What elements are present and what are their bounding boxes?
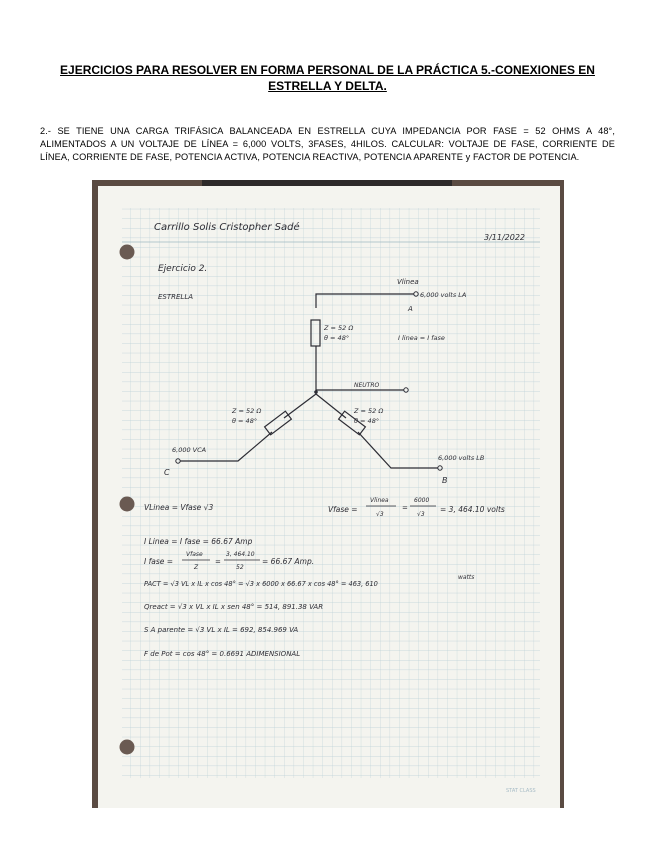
eq-fp: F de Pot = cos 48° = 0.6691 ADIMENSIONAL (144, 650, 301, 658)
eq-ifase-num1: Vfase (186, 551, 203, 558)
eq-pact: PACT = √3 VL x IL x cos 48° = √3 x 6000 x 66.67 x cos 48° = 463, 610 (144, 580, 378, 588)
eq-qreact: Qreact = √3 x VL x IL x sen 48° = 514, 891.38 VAR (144, 603, 324, 611)
notebook-brand: STAT CLASS (506, 788, 536, 794)
student-name: Carrillo Solis Cristopher Sadé (154, 222, 300, 233)
notebook-photo (92, 180, 564, 808)
star-node (314, 390, 318, 394)
neutral-label: NEUTRO (354, 382, 380, 389)
page-title (40, 62, 615, 94)
exercise-label: Ejercicio 2. (158, 264, 208, 274)
title-part-1: EJERCICIOS PARA RESOLVER EN FORMA PERSONAL DE LA PRÁCTICA 5. (60, 63, 491, 77)
notebook-page (92, 180, 564, 808)
voltage-c: 6,000 VCA (172, 446, 207, 454)
voltage-b: 6,000 volts LB (438, 454, 485, 462)
current-relation: I linea = I fase (398, 334, 445, 342)
eq-equals-2: = (215, 558, 221, 566)
eq-iline: I Linea = I fase = 66.67 Amp (144, 537, 253, 546)
angle-left: θ = 48° (232, 417, 258, 425)
eq-vline: VLinea = Vfase √3 (144, 503, 214, 512)
eq-ifase-result: = 66.67 Amp. (262, 557, 315, 566)
eq-sap: S A parente = √3 VL x IL = 692, 854.969 VA (144, 626, 299, 634)
eq-vfase-result: = 3, 464.10 volts (440, 505, 505, 514)
z-left: Z = 52 Ω (232, 407, 262, 415)
eq-ifase-den2: 52 (236, 564, 244, 571)
eq-ifase-num2: 3, 464.10 (226, 551, 255, 558)
node-a: A (408, 305, 413, 313)
vline-label: Vlinea (397, 278, 419, 286)
eq-vfase-num1: Vlinea (370, 497, 389, 504)
eq-vfase-num2: 6000 (414, 497, 430, 504)
node-b: B (442, 476, 448, 485)
punch-hole (120, 497, 135, 512)
angle-top: θ = 48° (324, 334, 350, 342)
title-part-2: -CONEXIONES EN ESTRELLA Y DELTA. (268, 63, 595, 93)
z-right: Z = 52 Ω (354, 407, 384, 415)
date: 3/11/2022 (484, 233, 526, 242)
eq-pact-unit: watts (458, 574, 475, 581)
eq-vfase-den1: √3 (376, 511, 384, 518)
problem-statement: 2.- SE TIENE UNA CARGA TRIFÁSICA BALANCEADA EN ESTRELLA CUYA IMPEDANCIA POR FASE = 52 OHMS A 48°, ALIMENTADOS A UN VOLTAJE DE LÍNEA = 6,000 VOLTS, 3FASES, 4HILOS. CALCULAR: VOLTAJE DE FASE, CORRIENTE DE LÍNEA, CORRIENTE DE FASE, POTENCIA ACTIVA, POTENCIA REACTIVA, POTENCIA APARENTE y FACTOR DE POTENCIA. (40, 126, 615, 162)
angle-right: θ = 48° (354, 417, 380, 425)
z-top: Z = 52 Ω (324, 324, 354, 332)
punch-hole (120, 740, 135, 755)
node-c: C (164, 468, 170, 477)
eq-vfase-den2: √3 (417, 511, 425, 518)
connection-label: ESTRELLA (158, 293, 194, 301)
punch-hole (120, 245, 135, 260)
eq-ifase-lhs: I fase = (144, 557, 174, 566)
eq-vfase-lhs: Vfase = (328, 505, 358, 514)
eq-equals: = (402, 504, 408, 512)
eq-ifase-den1: Z (194, 564, 199, 571)
voltage-a: 6,000 volts LA (420, 291, 467, 299)
